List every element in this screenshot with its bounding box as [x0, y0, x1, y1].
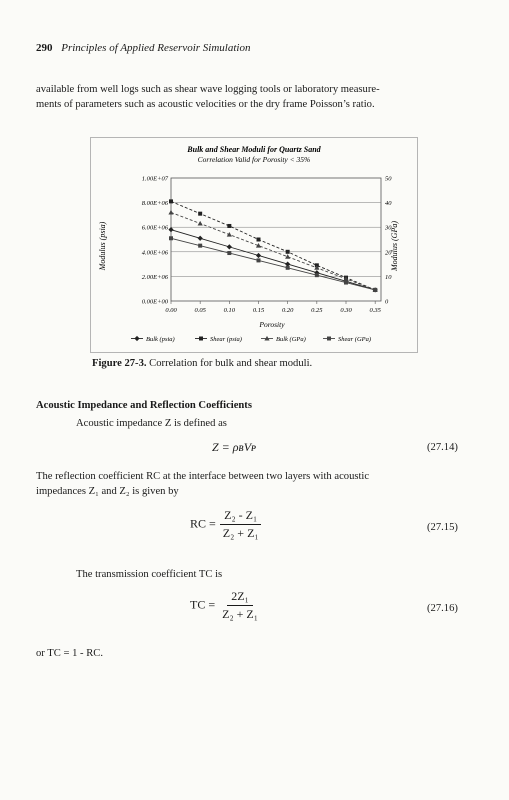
chart-subtitle: Correlation Valid for Porosity < 35% — [197, 155, 311, 164]
rc-denominator: Z₂ + Z₁ — [222, 526, 259, 540]
data-point — [169, 236, 173, 240]
plot-grid — [142, 176, 392, 315]
y-right-tick-label: 10 — [385, 273, 392, 281]
x-tick-label: 0.15 — [252, 307, 265, 314]
rc-fraction — [219, 508, 263, 541]
legend-label: Shear (GPa) — [338, 336, 372, 343]
x-axis-label: Porosity — [259, 320, 285, 329]
plot-series — [168, 199, 377, 292]
reflection-paragraph — [36, 469, 476, 499]
legend-label: Shear (psia) — [210, 336, 242, 343]
data-point — [227, 224, 231, 228]
equation-27-16 — [190, 589, 262, 622]
y-left-tick-label: 4.00E+06 — [141, 249, 168, 257]
tc-fraction — [218, 589, 262, 622]
book-title: Principles of Applied Reservoir Simulation — [61, 42, 251, 54]
data-point — [373, 288, 377, 292]
legend-marker — [134, 336, 139, 341]
data-point — [198, 244, 202, 248]
legend-marker — [199, 337, 203, 341]
reflection-line-1: The reflection coefficient RC at the interface between two layers with acoustic — [36, 471, 370, 482]
data-point — [198, 212, 202, 216]
caption-label: Figure 27-3. — [92, 358, 147, 369]
data-point — [198, 221, 203, 226]
y-left-tick-label: 8.00E+06 — [141, 200, 168, 208]
tc-denominator: Z₂ + Z₁ — [222, 607, 258, 621]
moduli-chart — [91, 138, 417, 352]
x-tick-label: 0.10 — [223, 307, 236, 314]
y-right-tick-label: 20 — [385, 249, 392, 257]
rc-label: RC = — [190, 516, 216, 531]
y-left-tick-label: 2.00E+06 — [141, 273, 168, 281]
section-heading: Acoustic Impedance and Reflection Coefficients — [36, 400, 252, 411]
data-point — [169, 199, 173, 203]
equation-27-14: Z = ρʙVᴘ — [212, 440, 256, 454]
series-3 — [168, 210, 377, 292]
legend-marker — [327, 337, 331, 341]
y-right-label: Modulus (GPa) — [390, 221, 399, 271]
intro-paragraph — [36, 82, 476, 112]
data-point — [344, 281, 348, 285]
y-right-tick-label: 30 — [385, 224, 392, 232]
legend-label: Bulk (GPa) — [276, 336, 306, 343]
x-tick-label: 0.20 — [281, 307, 294, 314]
data-point — [168, 227, 173, 232]
data-point — [227, 244, 232, 249]
x-tick-label: 0.00 — [165, 307, 177, 314]
x-tick-label: 0.35 — [369, 307, 381, 314]
caption-text: Correlation for bulk and shear moduli. — [146, 358, 313, 369]
page-number: 290 — [36, 42, 53, 54]
y-left-tick-label: 6.00E+06 — [141, 224, 168, 232]
x-tick-label: 0.05 — [194, 307, 206, 314]
impedance-sentence: Acoustic impedance Z is defined as — [76, 418, 227, 429]
data-point — [257, 238, 261, 242]
data-point — [227, 251, 231, 255]
data-point — [286, 250, 290, 254]
intro-line-2: ments of parameters such as acoustic velocities or the dry frame Poisson’s ratio. — [36, 99, 375, 110]
rc-numerator: Z₂ - Z₁ — [220, 508, 261, 525]
page-header — [36, 42, 250, 54]
equation-27-15 — [190, 508, 263, 541]
figure-frame — [90, 137, 418, 353]
chart-title: Bulk and Shear Moduli for Quartz Sand — [187, 145, 321, 154]
chart-legend — [131, 336, 371, 343]
data-point — [315, 273, 319, 277]
series-4 — [169, 236, 377, 292]
y-right-tick-label: 50 — [385, 175, 392, 183]
y-left-label: Modulus (psia) — [98, 221, 107, 271]
y-left-tick-label: 1.00E+07 — [141, 175, 168, 183]
tc-numerator: 2Z₁ — [227, 589, 253, 606]
data-point — [198, 236, 203, 241]
equation-number-27-16: (27.16) — [427, 603, 458, 614]
reflection-line-2: impedances Z₁ and Z₂ is given by — [36, 486, 179, 497]
data-point — [168, 210, 173, 215]
figure-caption — [92, 358, 312, 369]
tc-label: TC = — [190, 597, 216, 612]
transmission-sentence: The transmission coefficient TC is — [76, 569, 223, 580]
intro-line-1: available from well logs such as shear wave logging tools or laboratory measure- — [36, 84, 380, 95]
data-point — [256, 253, 261, 258]
equation-number-27-15: (27.15) — [427, 522, 458, 533]
final-sentence: or TC = 1 - RC. — [36, 648, 103, 659]
data-point — [286, 266, 290, 270]
equation-number-27-14: (27.14) — [427, 442, 458, 453]
y-left-tick-label: 0.00E+00 — [141, 298, 168, 306]
y-right-tick-label: 0 — [385, 298, 389, 306]
y-right-tick-label: 40 — [385, 200, 392, 208]
x-tick-label: 0.25 — [311, 307, 323, 314]
legend-label: Bulk (psia) — [146, 336, 175, 343]
data-point — [257, 258, 261, 262]
x-tick-label: 0.30 — [340, 307, 352, 314]
